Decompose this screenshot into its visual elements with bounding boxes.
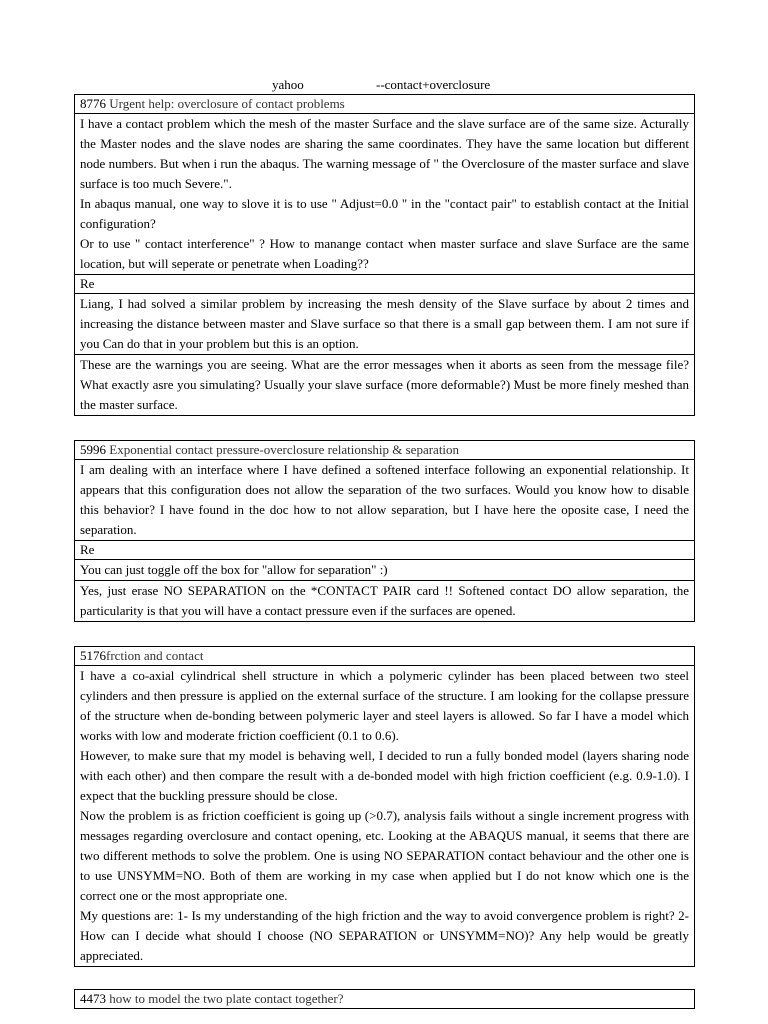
- thread-title: Urgent help: overclosure of contact problems: [109, 96, 345, 111]
- post-paragraph: Now the problem is as friction coefficient is going up (>0.7), analysis fails without a single increment progress with messages regarding overclosure and contact opening, etc. Looking at the ABAQUS manual, it seems that there are two different methods to solve the problem. One is using NO SEPARATION contact behaviour and the other one is to use UNSYMM=NO. Both of them are working in my case when applied but I do not know which one is the correct one or the most appropriate one.: [80, 808, 689, 903]
- post-paragraph: My questions are: 1- Is my understanding of the high friction and the way to avoid convergence problem is right? 2- How can I decide what should I choose (NO SEPARATION or UNSYMM=NO)? Any help would be greatly appreciated.: [80, 908, 689, 963]
- post: [75, 354, 694, 415]
- reply-label: Re: [75, 274, 694, 293]
- post-paragraph: Yes, just erase NO SEPARATION on the *CONTACT PAIR card !! Softened contact DO allow separation, the particularity is that you will have a contact pressure even if the surfaces are opened.: [80, 583, 689, 618]
- post-paragraph: I have a co-axial cylindrical shell structure in which a polymeric cylinder has been placed between two steel cylinders and then pressure is applied on the external surface of the structure. I am looking for the collapse pressure of the structure when de-bonding between polymeric layer and steel layers is allowed. So far I have a model which works with low and moderate friction coefficient (0.1 to 0.6).: [80, 668, 689, 743]
- post-paragraph: However, to make sure that my model is behaving well, I decided to run a fully bonded model (layers sharing node with each other) and then compare the result with a de-bonded model with high friction coefficient (e.g. 0.9-1.0). I expect that the buckling pressure should be close.: [80, 748, 689, 803]
- post-paragraph: You can just toggle off the box for "allow for separation" :): [80, 562, 388, 577]
- post-paragraph: I have a contact problem which the mesh of the master Surface and the slave surface are of the same size. Acturally the Master nodes and the slave nodes are sharing the same coordinates. They have the same location but different node numbers. But when i run the abaqus. The warning message of " the Overclosure of the master surface and slave surface is too much Severe.".: [80, 116, 689, 191]
- thread-number: 4473: [80, 991, 106, 1006]
- thread-5176: [74, 646, 695, 967]
- thread-title: Exponential contact pressure-overclosure relationship & separation: [109, 442, 460, 457]
- thread-title-row: [75, 990, 694, 1008]
- thread-number: 5176: [80, 648, 106, 663]
- page-header: [0, 76, 768, 94]
- thread-title-row: [75, 647, 694, 665]
- post-paragraph: Liang, I had solved a similar problem by increasing the mesh density of the Slave surface by about 2 times and increasing the distance between master and Slave surface so that there is a small gap between them. I am not sure if you Can do that in your problem but this is an option.: [80, 296, 689, 351]
- post: [75, 113, 694, 274]
- thread-title: frction and contact: [106, 648, 204, 663]
- thread-4473: [74, 989, 695, 1009]
- thread-title-row: [75, 95, 694, 113]
- post-paragraph: In abaqus manual, one way to slove it is to use " Adjust=0.0 " in the "contact pair" to establish contact at the Initial configuration?: [80, 196, 689, 231]
- post: [75, 580, 694, 621]
- thread-title-row: [75, 441, 694, 459]
- header-query: --contact+overclosure: [376, 77, 491, 92]
- post-paragraph: I am dealing with an interface where I have defined a softened interface following an exponential relationship. It appears that this configuration does not allow the separation of the two surfaces. Would you know how to disable this behavior? I have found in the doc how to not allow separation, but I have here the oposite case, I need the separation.: [80, 462, 689, 537]
- thread-number: 5996: [80, 442, 106, 457]
- thread-8776: [74, 94, 695, 416]
- post: [75, 559, 694, 580]
- thread-number: 8776: [80, 96, 106, 111]
- thread-5996: [74, 440, 695, 622]
- post: [75, 459, 694, 540]
- post: [75, 665, 694, 966]
- thread-title: how to model the two plate contact together?: [109, 991, 344, 1006]
- post-paragraph: Or to use " contact interference" ? How to manange contact when master surface and slave Surface are the same location, but will seperate or penetrate when Loading??: [80, 236, 689, 271]
- reply-label: Re: [75, 540, 694, 559]
- post-paragraph: These are the warnings you are seeing. What are the error messages when it aborts as seen from the message file? What exactly asre you simulating? Usually your slave surface (more deformable?) Must be more finely meshed than the master surface.: [80, 357, 689, 412]
- header-source: yahoo: [272, 77, 304, 92]
- post: [75, 293, 694, 354]
